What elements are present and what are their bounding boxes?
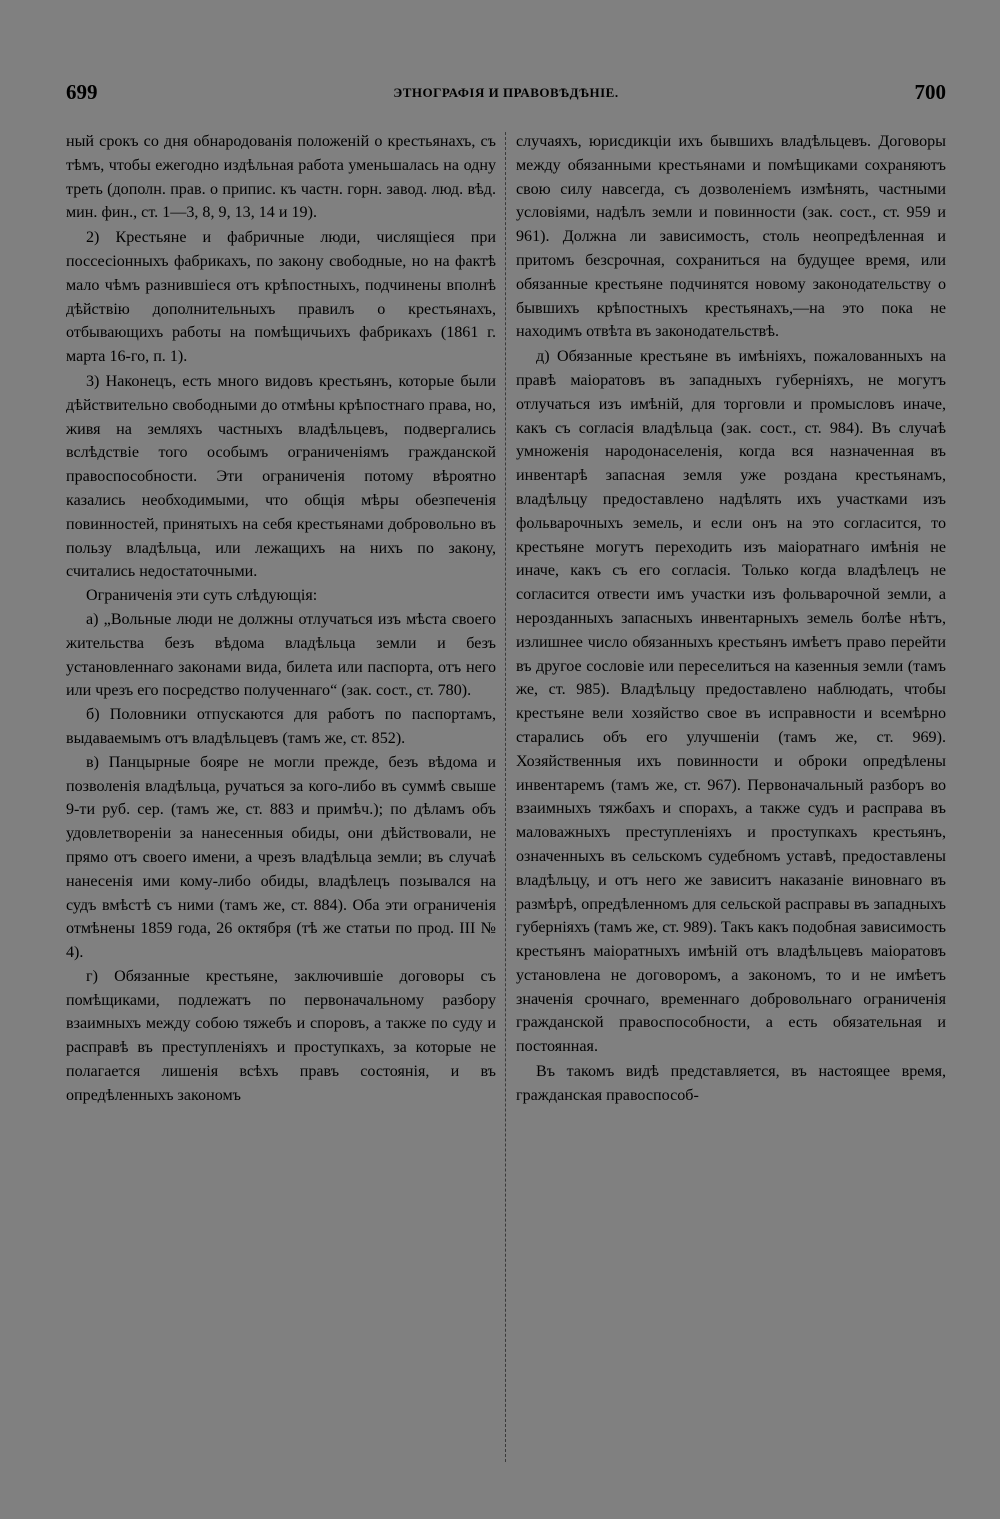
running-title: ЭТНОГРАФІЯ И ПРАВОВѢДѢНІЕ. <box>393 85 619 100</box>
paragraph: г) Обязанные крестьяне, заключившіе договоры съ помѣщиками, подлежатъ по первоначальному разбору взаимныхъ между собою тяжебъ и споровъ, а также по суду и расправѣ въ преступленіяхъ и проступкахъ, за которые не полагается лишенія всѣхъ правъ состоянія, и въ опредѣленныхъ закономъ <box>66 967 496 1104</box>
paragraph: 3) Наконецъ, есть много видовъ крестьянъ, которые были дѣйствительно свободными до отмѣны крѣпостнаго права, но, живя на земляхъ частныхъ владѣльцевъ, подвергались вслѣдствіе того особымъ ограниченіямъ гражданской правоспособности. Эти ограниченія потому вѣроятно казались необходимыми, что общія мѣры обезпеченія повинностей, принятыхъ на себя крестьянами добровольно въ пользу владѣльца, или лежащихъ на нихъ по закону, считались недостаточными. <box>66 372 496 581</box>
page-header <box>66 80 946 110</box>
paragraph: Въ такомъ видѣ представляется, въ настоящее время, гражданская правоспособ- <box>516 1063 946 1104</box>
paragraph: а) „Вольные люди не должны отлучаться изъ мѣста своего жительства безъ вѣдома владѣльца земли и безъ установленнаго законами вида, билета или паспорта, отъ него или чрезъ его посредство полученнаго“ (зак. сост., ст. 780). <box>66 610 496 700</box>
column-divider <box>505 132 506 1462</box>
paragraph: ный срокъ со дня обнародованія положеній о крестьянахъ, съ тѣмъ, чтобы ежегодно издѣльная работа уменьшалась на одну треть (дополн. прав. о припис. къ частн. горн. завод. люд. вѣд. мин. фин., ст. 1—3, 8, 9, 13, 14 и 19). <box>66 133 496 222</box>
paragraph: д) Обязанные крестьяне въ имѣніяхъ, пожалованныхъ на правѣ маіоратовъ въ западныхъ губерніяхъ, не могутъ отлучаться изъ имѣній, для торговли и промысловъ иначе, какъ съ согласія владѣльца (зак. сост., ст. 984). Въ случаѣ умноженія народонаселенія, когда вся назначенная въ инвентарѣ запасная земля уже роздана крестьянамъ, владѣльцу предоставлено надѣлять ихъ участками изъ фольварочныхъ земель, и если онъ на это согласится, то крестьяне могутъ переходить изъ маіоратнаго имѣнія не иначе, какъ съ его согласія. Только когда владѣлецъ не согласится отвести имъ участки изъ фольварочной земли, а нерозданныхъ запасныхъ инвентарныхъ земель болѣе нѣтъ, излишнее число обязанныхъ крестьянъ имѣетъ право перейти въ другое сословіе или переселиться на казенныя земли (тамъ же, ст. 985). Владѣльцу предоставлено наблюдать, чтобы крестьяне вели хозяйство свое въ исправности и всемѣрно старались объ его улучшеніи (тамъ же, ст. 969). Хозяйственныя ихъ повинности и оброки опредѣлены инвентаремъ (тамъ же, ст. 967). Первоначальный разборъ во взаимныхъ тяжбахъ и спорахъ, а также судъ и расправа въ маловажныхъ преступленіяхъ и проступкахъ крестьянъ, означенныхъ въ сельскомъ судебномъ уставѣ, предоставлены владѣльцу, и отъ него же зависитъ наказаніе виновнаго въ размѣрѣ, опредѣленномъ для сельской расправы въ западныхъ губерніяхъ (тамъ же, ст. 989). Такъ какъ подобная зависимость крестьянъ маіоратныхъ имѣній отъ владѣльцевъ маіоратовъ установлена не договоромъ, а закономъ, то и не имѣетъ значенія срочнаго, временнаго добровольнаго ограниченія гражданской правоспособности, а есть обязательная и постоянная. <box>516 348 946 1056</box>
paragraph: в) Панцырные бояре не могли прежде, безъ вѣдома и позволенія владѣльца, ручаться за кого-либо въ суммѣ свыше 9-ти руб. сер. (тамъ же, ст. 883 и примѣч.); по дѣламъ объ удовлетвореніи за нанесенныя обиды, они дѣйствовали, не прямо отъ своего имени, а чрезъ владѣльца земли; въ случаѣ нанесенія ими кому-либо обиды, владѣлецъ позывался на судъ вмѣстѣ съ ними (тамъ же, ст. 884). Оба эти ограниченія отмѣнены 1859 года, 26 октября (тѣ же статьи по прод. III № 4). <box>66 753 496 962</box>
left-column <box>66 130 496 1108</box>
paragraph: Ограниченія эти суть слѣдующія: <box>86 587 318 605</box>
paragraph: 2) Крестьяне и фабричные люди, числящіеся при поссесіонныхъ фабрикахъ, по закону свободные, но на фактѣ мало чѣмъ разнившіеся отъ крѣпостныхъ, подчинены вполнѣ дѣйствію дополнительныхъ правилъ о крестьянахъ, отбывающихъ работы на помѣщичьихъ фабрикахъ (1861 г. марта 16-го, п. 1). <box>66 229 496 366</box>
page-number-left: 699 <box>66 80 98 104</box>
page-number-right: 700 <box>914 80 946 104</box>
right-column <box>516 130 946 1108</box>
paragraph: б) Половники отпускаются для работъ по паспортамъ, выдаваемымъ отъ владѣльцевъ (тамъ же, ст. 852). <box>66 706 496 747</box>
paragraph: случаяхъ, юрисдикціи ихъ бывшихъ владѣльцевъ. Договоры между обязанными крестьянами и помѣщиками сохраняютъ свою силу навсегда, съ дозволеніемъ измѣнять, частными условіями, надѣлъ земли и повинности (зак. сост., ст. 959 и 961). Должна ли зависимость, столь неопредѣленная и притомъ безсрочная, сохраниться на будущее время, или обязанные крестьяне подчинятся новому законодательству о бывшихъ крѣпостныхъ крестьянахъ,—на это пока не находимъ отвѣта въ законодательствѣ. <box>516 133 946 341</box>
